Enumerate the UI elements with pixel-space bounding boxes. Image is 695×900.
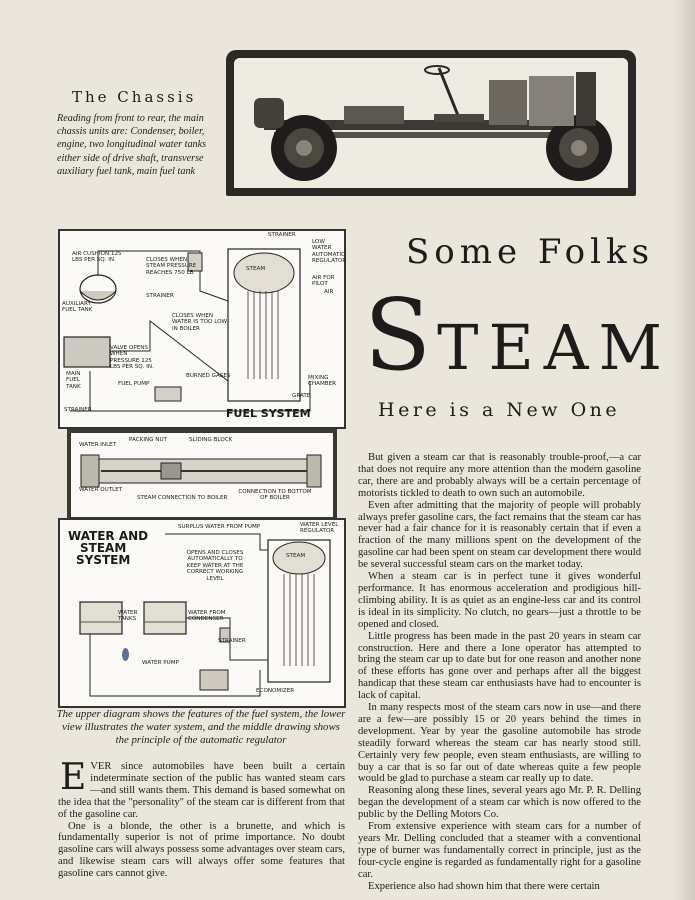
right-column (358, 452, 641, 893)
headline-steam-initial: S (364, 279, 438, 393)
block-label-water-outlet: WATER OUTLET (79, 487, 123, 493)
drop-cap: E (60, 757, 87, 798)
block-label-sliding-block: SLIDING BLOCK (189, 437, 233, 443)
water-label-steam: STEAM (286, 553, 306, 559)
fuel-label-grate: GRATE (292, 393, 311, 399)
fuel-label-burned-gases: BURNED GASES (186, 373, 231, 379)
right-paragraph-6: Reasoning along these lines, several years ago Mr. P. R. Delling began the development of a steam car which is now offered to the public by the Delling Motors Co. (358, 785, 641, 821)
water-label-tanks: WATER TANKS (118, 610, 138, 623)
headline-here-is-a-new-one: Here is a New One (378, 399, 621, 421)
water-label-economizer: ECONOMIZER (256, 688, 295, 694)
fuel-label-fuel-pump: FUEL PUMP (118, 381, 150, 387)
fuel-system-title: FUEL SYSTEM (226, 407, 311, 420)
block-label-packing-nut: PACKING NUT (129, 437, 167, 443)
fuel-label-strainer-top: STRAINER (268, 232, 296, 238)
right-paragraph-8: Experience also had shown him that there were certain (368, 880, 600, 892)
block-label-steam-connection: STEAM CONNECTION TO BOILER (137, 495, 228, 501)
regulator-diagram (67, 429, 337, 521)
chassis-illustration (234, 58, 628, 188)
chassis-caption: Reading from front to rear, the main chassis units are: Condenser, boiler, engine, two longitudinal water tanks either side of drive shaft, transverse auxiliary fuel tank, main fuel tank (57, 113, 207, 177)
water-title-line1: WATER AND (68, 529, 149, 543)
fuel-label-mixing-chamber: MIXING CHAMBER (308, 375, 337, 388)
right-paragraph-3: When a steam car is in perfect tune it gives wonderful performance. It has enormous acceleration and prodigious hill-climbing ability. It is as quiet as an engine-less car and its control is ideal in its simplicity. No clutch, no gears—just a throttle to be opened and closed. (358, 571, 641, 630)
fuel-label-steam: STEAM (246, 266, 266, 272)
water-label-surplus: SURPLUS WATER FROM PUMP (178, 524, 261, 530)
water-label-condenser: WATER FROM CONDENSER (188, 610, 226, 623)
ink-stain (122, 648, 129, 661)
fuel-label-strainer-mid: STRAINER (146, 293, 174, 299)
diagram-caption: The upper diagram shows the features of the fuel system, the lower view illustrates the water system, and the middle drawing shows the principle of the automatic regulator (56, 708, 346, 746)
fuel-system-diagram (58, 229, 346, 429)
fuel-label-closes-water: CLOSES WHEN WATER IS TOO LOW IN BOILER (172, 313, 228, 332)
page-edge-shadow (673, 0, 695, 900)
chassis-photo-inner (234, 58, 628, 188)
block-label-connection-bottom: CONNECTION TO BOTTOM OF BOILER (238, 489, 312, 502)
fuel-label-air-pilot: AIR FOR PILOT (312, 275, 335, 288)
fuel-label-auxiliary-tank: AUXILIARY FUEL TANK (62, 301, 93, 314)
water-title-line3: SYSTEM (76, 553, 131, 567)
left-paragraph-2: One is a blonde, the other is a brunette, and which is fundamentally superior is not of prime importance. No doubt gasoline cars will always possess some advantages over steam cars, and likewise steam cars will always offer some features that gasoline cars cannot give. (58, 820, 345, 880)
right-paragraph-7: From extensive experience with steam cars for a number of years Mr. Delling concluded that a steamer with a conventional type of burner was fundamentally correct in principle, just as the four-cycle engine is regarded as fundamentally right for a gasoline car. (358, 821, 641, 880)
water-label-level-regulator: WATER LEVEL REGULATOR (300, 522, 339, 535)
fuel-label-air-cushion: AIR CUSHION 125 LBS PER SQ. IN. (72, 251, 122, 264)
chassis-title: The Chassis (72, 88, 197, 106)
fuel-label-main-tank: MAIN FUEL TANK (66, 371, 81, 390)
water-label-strainer: STRAINER (218, 638, 246, 644)
fuel-label-air: AIR (324, 289, 334, 295)
water-title-line2: STEAM (80, 541, 127, 555)
water-label-pump: WATER PUMP (142, 660, 179, 666)
water-label-opens-closes: OPENS AND CLOSES AUTOMATICALLY TO KEEP WATER AT THE CORRECT WORKING LEVEL (186, 550, 244, 582)
block-label-water-inlet: WATER INLET (79, 442, 117, 448)
fuel-label-valve-opens: VALVE OPENS WHEN PRESSURE 125 LBS PER SQ. IN. (110, 345, 154, 371)
headline-some-folks: Some Folks (406, 232, 655, 272)
fuel-label-low-water: LOW WATER AUTOMATIC REGULATOR (312, 239, 347, 265)
headline-steam (364, 279, 673, 394)
fuel-label-strainer-bottom: STRAINER (64, 407, 92, 413)
left-paragraph-1 (58, 757, 345, 821)
right-paragraph-5: In many respects most of the steam cars now in use—and there are a few—are possibly 15 or 20 years behind the times in development. Year by year the gasoline automobile has strode steadily forward whereas the steam car has nearly stood still. Certainly very few people, even steam enthusiasts, are willing to buy a car that is so far out of date whereas quite a few people would be glad to purchase a steam car really up to date. (358, 702, 641, 785)
right-paragraph-2: Even after admitting that the majority of people will probably always prefer gasoline cars, the fact remains that the steam car has never had a fair chance for it is reasonably certain that if even a fraction of the many millions spent on the development of the gasoline car had been spent on steam car development there would be several successful steam cars on the market today. (358, 499, 641, 571)
water-steam-diagram (58, 518, 346, 708)
right-paragraph-4: Little progress has been made in the past 20 years in steam car construction. Here and there a lone operator has attempted to bring the steam car up to date but for one reason and another none of these efforts has gone over and perhaps after all the biggest handicap that these steam car enthusiasts have had to encounter is lack of capital. (358, 630, 641, 702)
chassis-photo (226, 50, 636, 196)
headline-steam-rest: TEAM (437, 311, 673, 384)
left-column (58, 757, 345, 880)
left-paragraph-1-text: VER since automobiles have been built a certain indeterminate section of the public has wanted steam cars—and still wants them. This demand is based somewhat on the idea that the "personality" of the steam car is different from that of the gasoline car. (58, 761, 345, 820)
fuel-label-closes-pressure: CLOSES WHEN STEAM PRESSURE REACHES 750 LB (146, 257, 197, 276)
right-paragraph-1: But given a steam car that is reasonably trouble-proof,—a car that does not require any more attention than the modern gasoline car, there are and probably always will be a certain percentage of motorists tickled to death to own such an automobile. (358, 452, 641, 499)
